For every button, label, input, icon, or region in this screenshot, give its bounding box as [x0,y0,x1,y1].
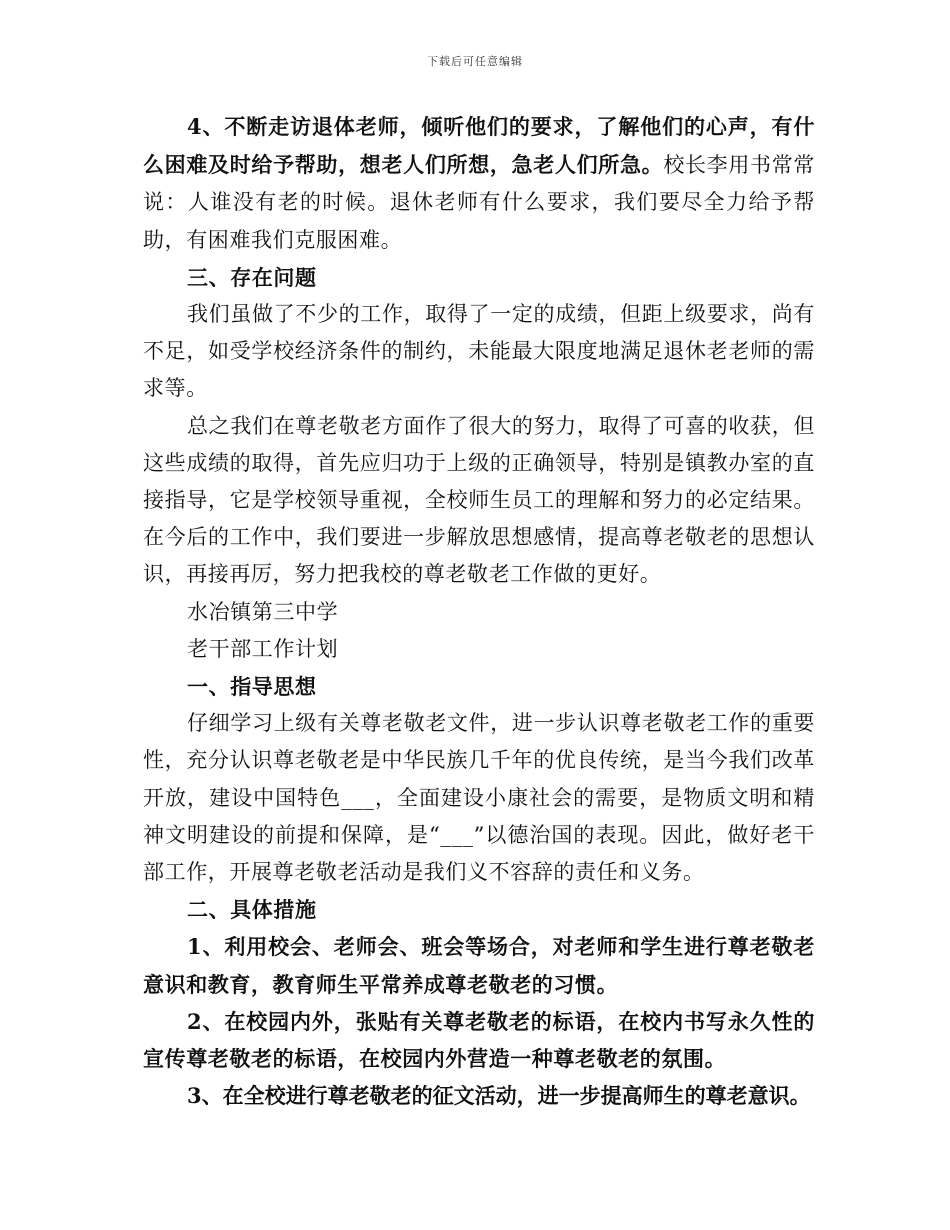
paragraph-summary: 总之我们在尊老敬老方面作了很大的努力，取得了可喜的收获，但这些成绩的取得，首先应归功于上级的正确领导，特别是镇教办室的直接指导，它是学校领导重视，全校师生员工的理解和努力的必定结果。在今后的工作中，我们要进一步解放思想感情，提高尊老敬老的思想认识，再接再厉，努力把我校的尊老敬老工作做的更好。 [143,413,815,587]
school-name: 水冶镇第三中学 [187,599,339,624]
measure-1: 1、利用校会、老师会、班会等场合，对老师和学生进行尊老敬老意识和教育，教育师生平常养成尊老敬老的习惯。 [143,934,815,997]
heading-measures: 二、具体措施 [187,897,317,923]
paragraph-visit-retirees-bold: 4、不断走访退体老师，倾听他们的要求，了解他们的心声，有什么困难及时给予帮助，想老人们所想，急老人们所急。 [143,114,815,178]
heading-guiding-thought: 一、指导思想 [187,674,317,700]
measure-3: 3、在全校进行尊老敬老的征文活动，进一步提高师生的尊老意识。 [187,1083,811,1109]
heading-problems: 三、存在问题 [187,264,317,290]
paragraph-guiding-thought: 仔细学习上级有关尊老敬老文件，进一步认识尊老敬老工作的重要性，充分认识尊老敬老是中华民族几千年的优良传统，是当今我们改革开放，建设中国特色___，全面建设小康社会的需要，是物质文明和精神文明建设的前提和保障，是“___”以德治国的表现。因此，做好老干部工作，开展尊老敬老活动是我们义不容辞的责任和义务。 [143,711,815,885]
document-body [143,108,815,1114]
paragraph-problems: 我们虽做了不少的工作，取得了一定的成绩，但距上级要求，尚有不足，如受学校经济条件的制约，未能最大限度地满足退休老老师的需求等。 [143,302,815,401]
plan-title: 老干部工作计划 [187,636,339,661]
page-header: 下载后可任意编辑 [427,55,523,68]
measure-2: 2、在校园内外，张贴有关尊老敬老的标语，在校内书写永久性的宣传尊老敬老的标语，在校园内外营造一种尊老敬老的氛围。 [143,1008,815,1072]
paragraph-visit-retirees-rest: 校长李用书常常说：人谁没有老的时候。退休老师有什么要求，我们要尽全力给予帮助，有困难我们克服困难。 [143,153,815,252]
paragraph-visit-retirees [143,108,815,259]
